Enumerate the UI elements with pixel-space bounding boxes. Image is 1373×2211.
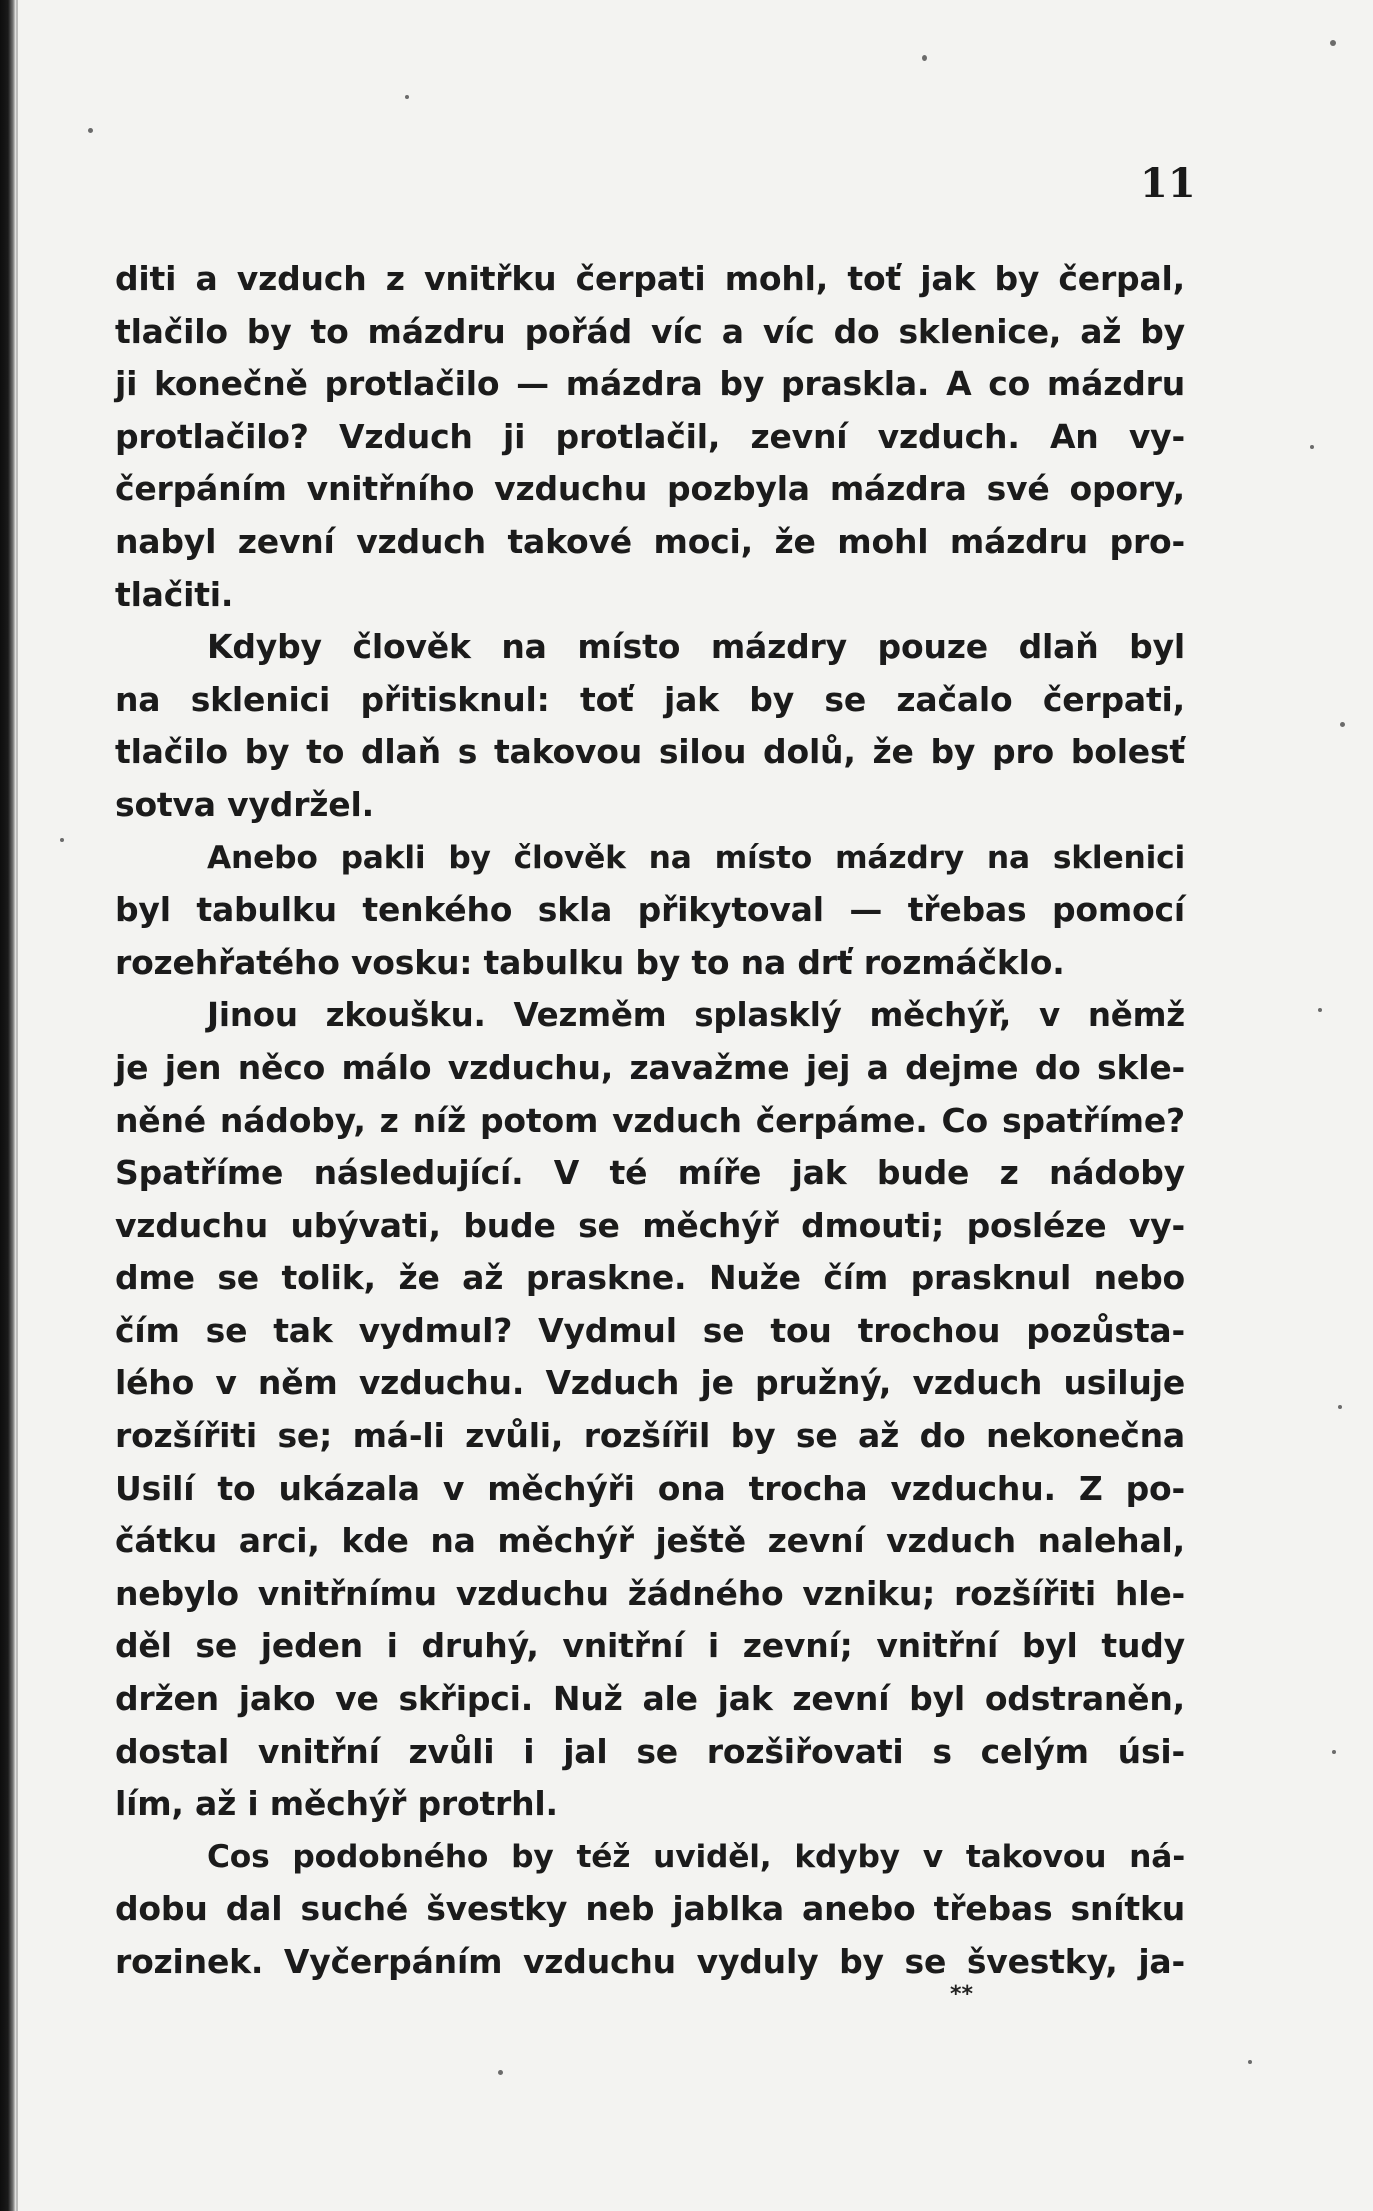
text-line: Kdyby člověk na místo mázdry pouze dlaň byl	[207, 627, 1185, 667]
scan-speck	[405, 95, 409, 99]
text-line: tlačilo by to dlaň s takovou silou dolů, že by pro bolesť	[115, 732, 1185, 772]
text-line: Usilí to ukázala v měchýři ona trocha vzduchu. Z po-	[115, 1468, 1185, 1508]
text-line: je jen něco málo vzduchu, zavažme jej a dejme do skle-	[115, 1047, 1185, 1087]
text-line: lého v něm vzduchu. Vzduch je pružný, vzduch usiluje	[115, 1363, 1185, 1403]
signature-mark: **	[950, 1982, 974, 2007]
text-line: čím se tak vydmul? Vydmul se tou trochou pozůsta-	[115, 1310, 1185, 1350]
body-text	[115, 253, 1185, 1989]
text-line: vzduchu ubývati, bude se měchýř dmouti; posléze vy-	[115, 1205, 1185, 1245]
page-number: 11	[1140, 160, 1196, 207]
text-line: Jinou zkoušku. Vezměm splasklý měchýř, v němž	[207, 996, 1185, 1035]
text-line: lím, až i měchýř protrhl.	[115, 1784, 558, 1824]
scan-speck	[88, 128, 93, 133]
text-line: Anebo pakli by člověk na místo mázdry na sklenici	[207, 839, 1185, 876]
text-line: dme se tolik, že až praskne. Nuže čím prasknul nebo	[115, 1258, 1185, 1298]
scan-speck	[1318, 1008, 1322, 1012]
scan-speck	[1340, 722, 1345, 727]
binding-line	[16, 0, 18, 2211]
text-line: sotva vydržel.	[115, 784, 374, 824]
text-line: ji konečně protlačilo — mázdra by praskla. A co mázdru	[115, 364, 1185, 404]
scan-speck	[1330, 40, 1336, 46]
scan-speck	[1338, 1405, 1342, 1409]
scan-speck	[1310, 445, 1314, 449]
scan-speck	[498, 2070, 503, 2075]
text-line: rozehřatého vosku: tabulku by to na drť rozmáčklo.	[115, 942, 1065, 982]
text-line: dobu dal suché švestky neb jablka anebo třebas snítku	[115, 1889, 1185, 1929]
scan-speck	[1332, 1750, 1336, 1754]
text-line: protlačilo? Vzduch ji protlačil, zevní vzduch. An vy-	[115, 416, 1185, 456]
text-line: diti a vzduch z vnitřku čerpati mohl, toť jak by čerpal,	[115, 259, 1185, 298]
text-line: Cos podobného by též uviděl, kdyby v takovou ná-	[207, 1838, 1185, 1875]
text-line: rozinek. Vyčerpáním vzduchu vyduly by se švestky, ja-	[115, 1942, 1185, 1981]
text-line: držen jako ve skřipci. Nuž ale jak zevní byl odstraněn,	[115, 1679, 1185, 1719]
text-line: něné nádoby, z níž potom vzduch čerpáme. Co spatříme?	[115, 1100, 1185, 1140]
text-line: nebylo vnitřnímu vzduchu žádného vzniku; rozšířiti hle-	[115, 1573, 1185, 1613]
scan-speck	[922, 55, 927, 61]
text-line: nabyl zevní vzduch takové moci, že mohl mázdru pro-	[115, 521, 1185, 561]
text-line: tlačilo by to mázdru pořád víc a víc do sklenice, až by	[115, 311, 1185, 351]
binding-edge	[0, 0, 16, 2211]
text-line: Spatříme následující. V té míře jak bude z nádoby	[115, 1153, 1185, 1193]
scan-speck	[60, 838, 64, 842]
text-line: čerpáním vnitřního vzduchu pozbyla mázdra své opory,	[115, 469, 1185, 509]
text-line: byl tabulku tenkého skla přikytoval — třebas pomocí	[115, 890, 1185, 930]
text-line: čátku arci, kde na měchýř ještě zevní vzduch nalehal,	[115, 1521, 1185, 1561]
scan-speck	[1248, 2060, 1252, 2064]
text-line: tlačiti.	[115, 574, 234, 614]
text-line: na sklenici přitisknul: toť jak by se začalo čerpati,	[115, 679, 1185, 719]
text-line: děl se jeden i druhý, vnitřní i zevní; vnitřní byl tudy	[115, 1626, 1185, 1666]
text-line: dostal vnitřní zvůli i jal se rozšiřovati s celým úsi-	[115, 1731, 1185, 1771]
text-line: rozšířiti se; má-li zvůli, rozšířil by se až do nekonečna	[115, 1416, 1185, 1456]
